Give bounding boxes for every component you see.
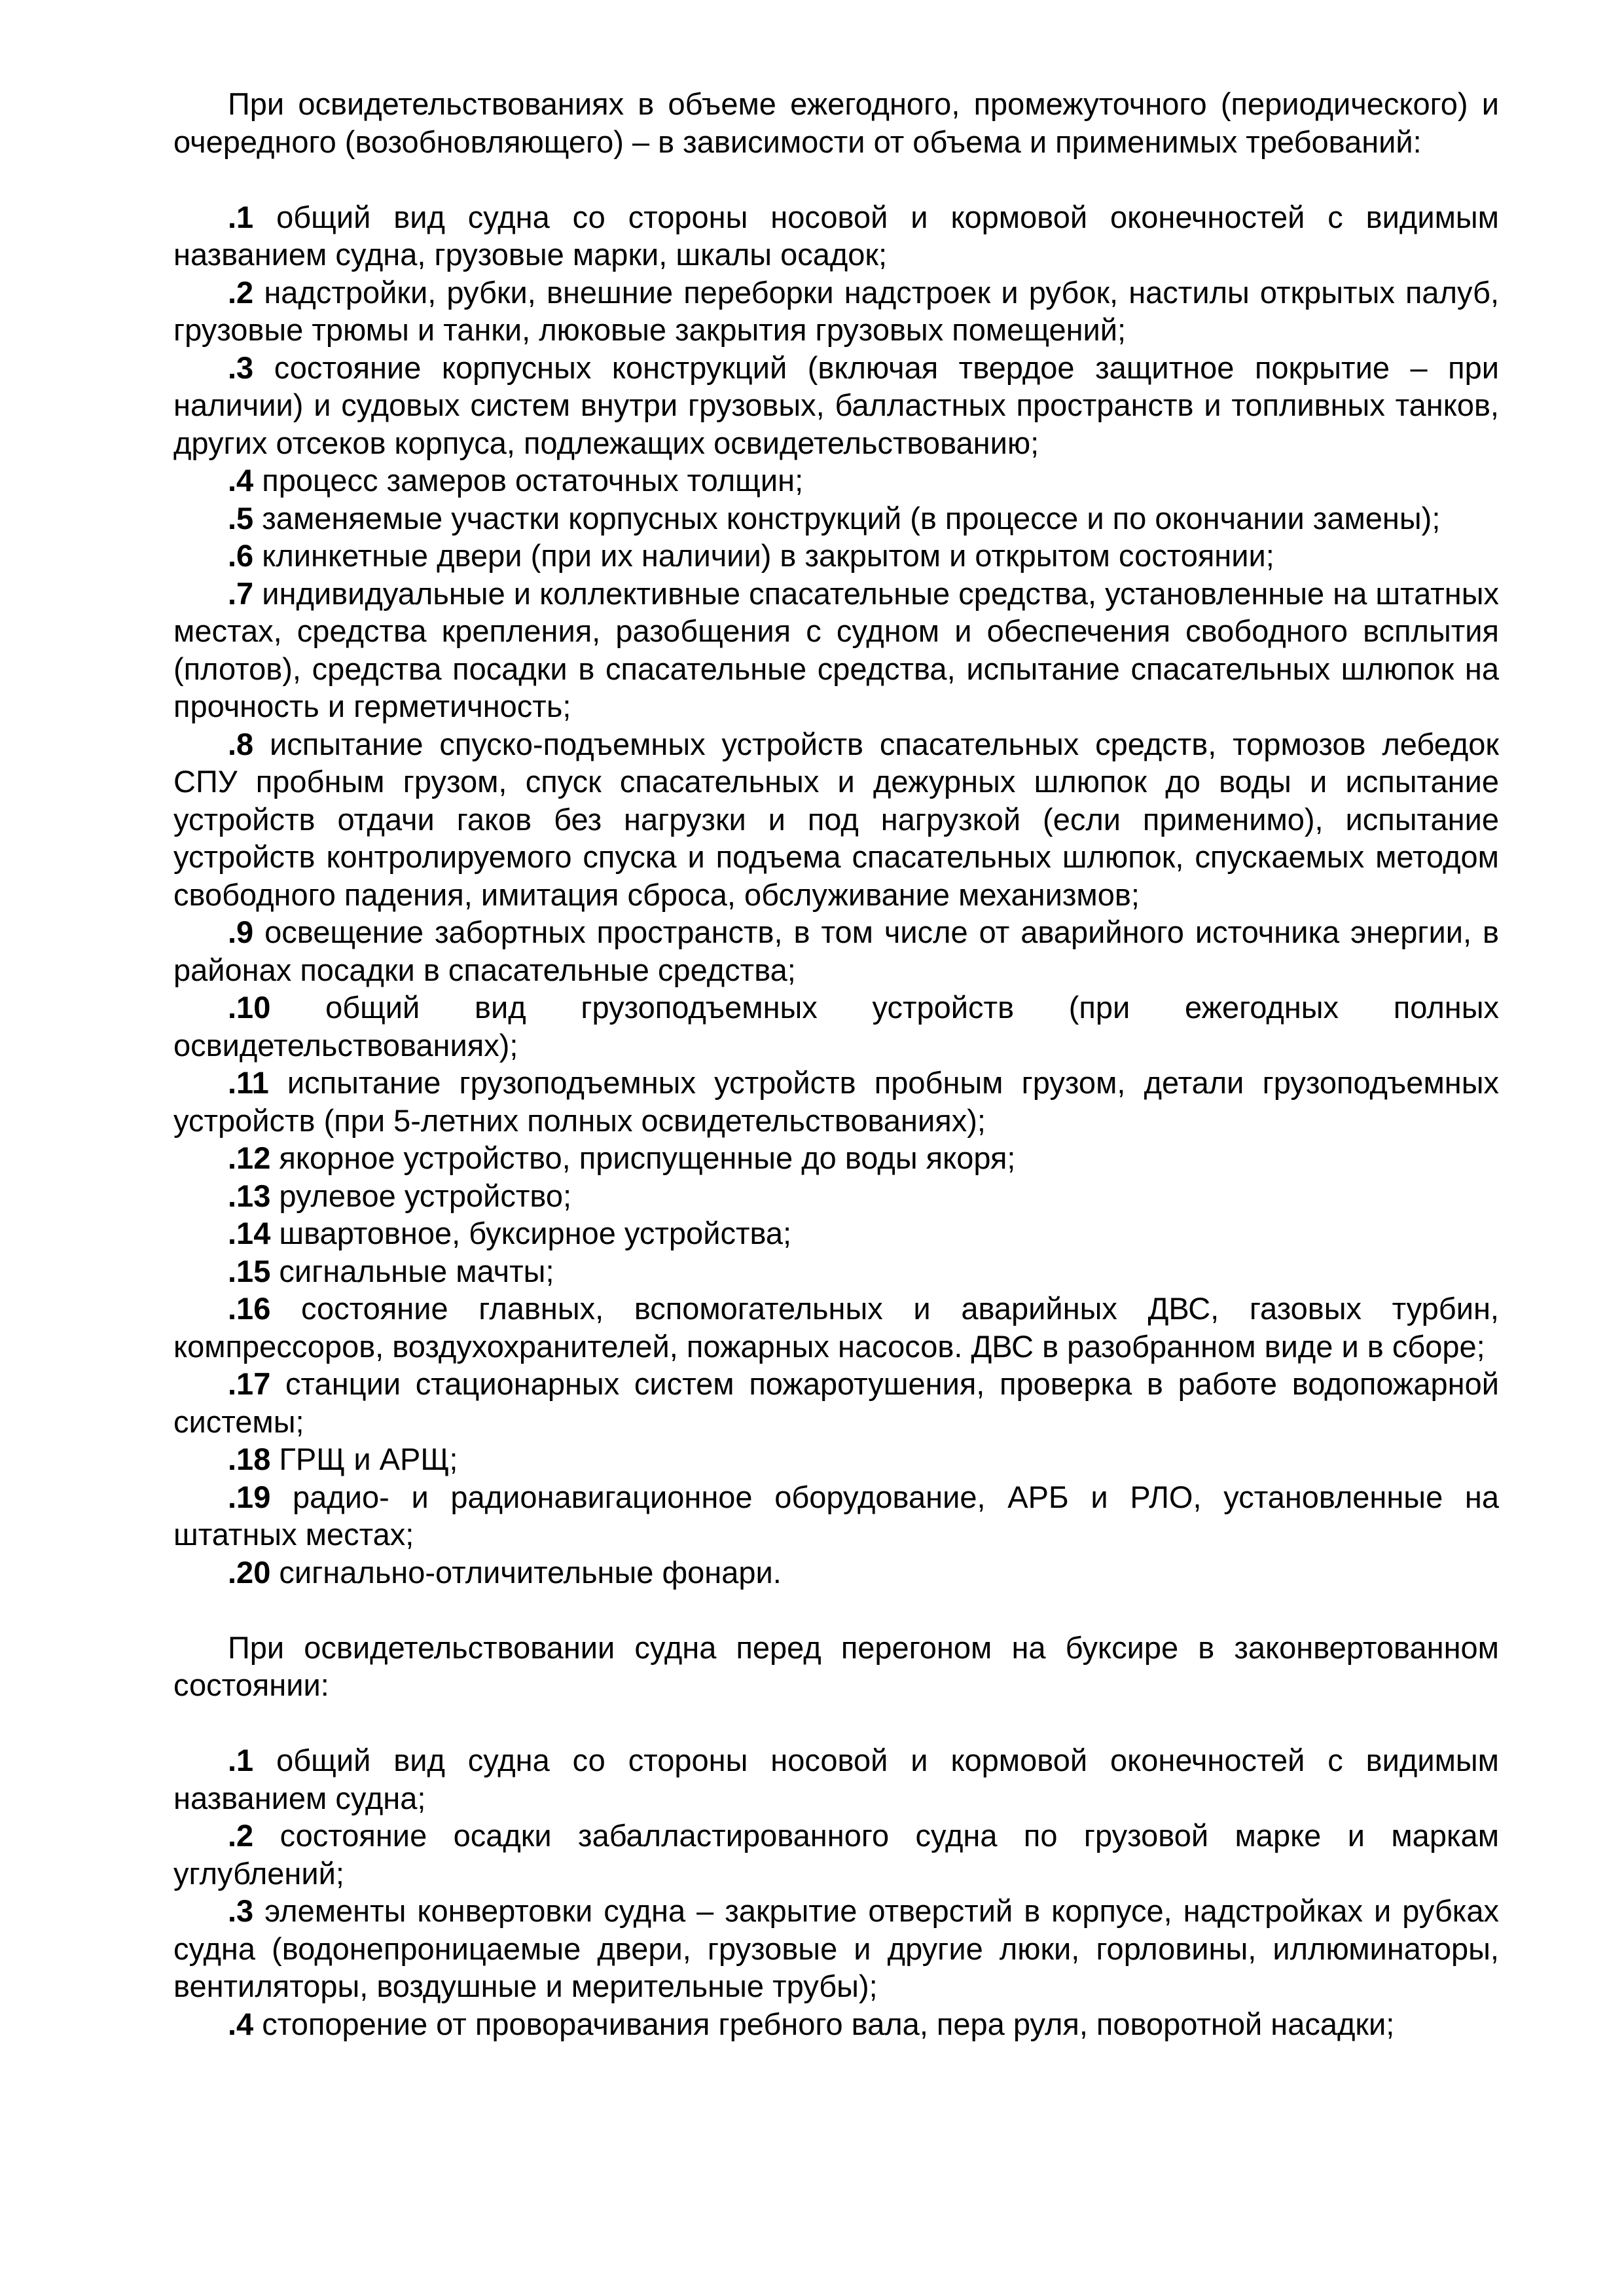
item-number: .1	[228, 199, 254, 234]
item-text: испытание спуско-подъемных устройств спасательных средств, тормозов лебедок СПУ пробным грузом, спуск спасательных и дежурных шлюпок до воды и испытание устройств отдачи гаков без нагрузки и под нагрузкой (если применимо), испытание устройств контролируемого спуска и подъема спасательных шлюпок, спускаемых методом свободного падения, имитация сброса, обслуживание механизмов;	[173, 726, 1499, 912]
spacer	[173, 160, 1499, 198]
item-text: состояние главных, вспомогательных и аварийных ДВС, газовых турбин, компрессоров, воздухохранителей, пожарных насосов. ДВС в разобранном виде и в сборе;	[173, 1291, 1499, 1364]
item-number: .18	[228, 1442, 271, 1476]
item-text: элементы конвертовки судна – закрытие отверстий в корпусе, надстройках и рубках судна (водонепроницаемые двери, грузовые и другие люки, горловины, иллюминаторы, вентиляторы, воздушные и мерительные трубы);	[173, 1893, 1499, 2003]
item-text: сигнально-отличительные фонари.	[270, 1554, 782, 1590]
item-number: .14	[228, 1216, 271, 1250]
list-item	[173, 1365, 1499, 1440]
item-text: ГРЩ и АРЩ;	[270, 1442, 458, 1476]
item-text: общий вид судна со стороны носовой и кормовой оконечностей с видимым названием судна;	[173, 1743, 1499, 1815]
item-text: надстройки, рубки, внешние переборки надстроек и рубок, настилы открытых палуб, грузовые трюмы и танки, люковые закрытия грузовых помещений;	[173, 274, 1499, 347]
item-number: .16	[228, 1291, 271, 1326]
item-text: испытание грузоподъемных устройств пробным грузом, детали грузоподъемных устройств (при 5-летних полных освидетельствованиях);	[173, 1065, 1499, 1138]
list-item	[173, 1252, 1499, 1290]
item-number: .13	[228, 1178, 271, 1213]
item-text: освещение забортных пространств, в том числе от аварийного источника энергии, в районах посадки в спасательные средства;	[173, 915, 1499, 987]
item-text: стопорение от проворачивания гребного вала, пера руля, поворотной насадки;	[253, 2006, 1395, 2041]
list-item	[173, 462, 1499, 500]
list-item	[173, 1554, 1499, 1592]
item-text: общий вид судна со стороны носовой и кормовой оконечностей с видимым названием судна, грузовые марки, шкалы осадок;	[173, 199, 1499, 272]
item-number: .2	[228, 274, 254, 310]
item-text: клинкетные двери (при их наличии) в закрытом и открытом состоянии;	[253, 538, 1274, 573]
list-item	[173, 1817, 1499, 1892]
list-item	[173, 349, 1499, 462]
item-number: .1	[228, 1743, 254, 1777]
list-item	[173, 725, 1499, 914]
item-number: .11	[228, 1065, 269, 1100]
list-item	[173, 198, 1499, 274]
item-text: заменяемые участки корпусных конструкций (в процессе и по окончании замены);	[253, 500, 1441, 536]
section2-intro: При освидетельствовании судна перед перегоном на буксире в законвертованном состоянии:	[173, 1630, 1499, 1702]
list-item	[173, 500, 1499, 538]
list-item	[173, 913, 1499, 989]
spacer	[173, 1704, 1499, 1742]
item-number: .8	[228, 726, 254, 761]
item-number: .4	[228, 463, 254, 498]
list-item	[173, 1478, 1499, 1554]
list-item	[173, 274, 1499, 349]
list-item	[173, 1214, 1499, 1252]
item-text: состояние осадки забалластированного судна по грузовой марке и маркам углублений;	[173, 1818, 1499, 1891]
list-item	[173, 1892, 1499, 2005]
item-number: .15	[228, 1253, 271, 1288]
item-number: .2	[228, 1818, 254, 1853]
item-text: радио- и радионавигационное оборудование, АРБ и РЛО, установленные на штатных местах;	[173, 1479, 1499, 1552]
list-item	[173, 2005, 1499, 2043]
section1-intro: При освидетельствованиях в объеме ежегодного, промежуточного (периодического) и очередного (возобновляющего) – в зависимости от объема и применимых требований:	[173, 86, 1499, 159]
item-number: .12	[228, 1140, 271, 1175]
list-item	[173, 1290, 1499, 1365]
list-item	[173, 1440, 1499, 1478]
item-text: общий вид грузоподъемных устройств (при ежегодных полных освидетельствованиях);	[173, 990, 1499, 1063]
item-number: .6	[228, 538, 254, 573]
item-number: .9	[228, 915, 254, 949]
spacer	[173, 1591, 1499, 1629]
item-text: рулевое устройство;	[270, 1178, 572, 1213]
item-text: состояние корпусных конструкций (включая твердое защитное покрытие – при наличии) и судовых систем внутри грузовых, балластных пространств и топливных танков, других отсеков корпуса, подлежащих освидетельствованию;	[173, 350, 1499, 460]
item-number: .19	[228, 1479, 271, 1514]
item-text: индивидуальные и коллективные спасательные средства, установленные на штатных местах, средства крепления, разобщения с судном и обеспечения свободного всплытия (плотов), средства посадки в спасательные средства, испытание спасательных шлюпок на прочность и герметичность;	[173, 575, 1499, 723]
item-number: .3	[228, 1893, 254, 1928]
item-number: .10	[228, 990, 271, 1025]
list-item	[173, 1139, 1499, 1177]
item-number: .3	[228, 350, 254, 385]
item-number: .7	[228, 575, 254, 611]
item-number: .5	[228, 500, 254, 536]
item-text: станции стационарных систем пожаротушения, проверка в работе водопожарной системы;	[173, 1366, 1499, 1439]
item-text: якорное устройство, приспущенные до воды якоря;	[270, 1140, 1016, 1175]
item-number: .20	[228, 1554, 271, 1590]
item-text: сигнальные мачты;	[270, 1253, 554, 1288]
item-number: .17	[228, 1366, 271, 1401]
list-item	[173, 1177, 1499, 1215]
list-item	[173, 537, 1499, 575]
list-item	[173, 1064, 1499, 1139]
item-number: .4	[228, 2006, 254, 2041]
list-item	[173, 575, 1499, 725]
item-text: швартовное, буксирное устройства;	[270, 1216, 792, 1250]
list-item	[173, 989, 1499, 1064]
item-text: процесс замеров остаточных толщин;	[253, 463, 804, 498]
document-page	[173, 85, 1499, 2043]
list-item	[173, 1741, 1499, 1817]
